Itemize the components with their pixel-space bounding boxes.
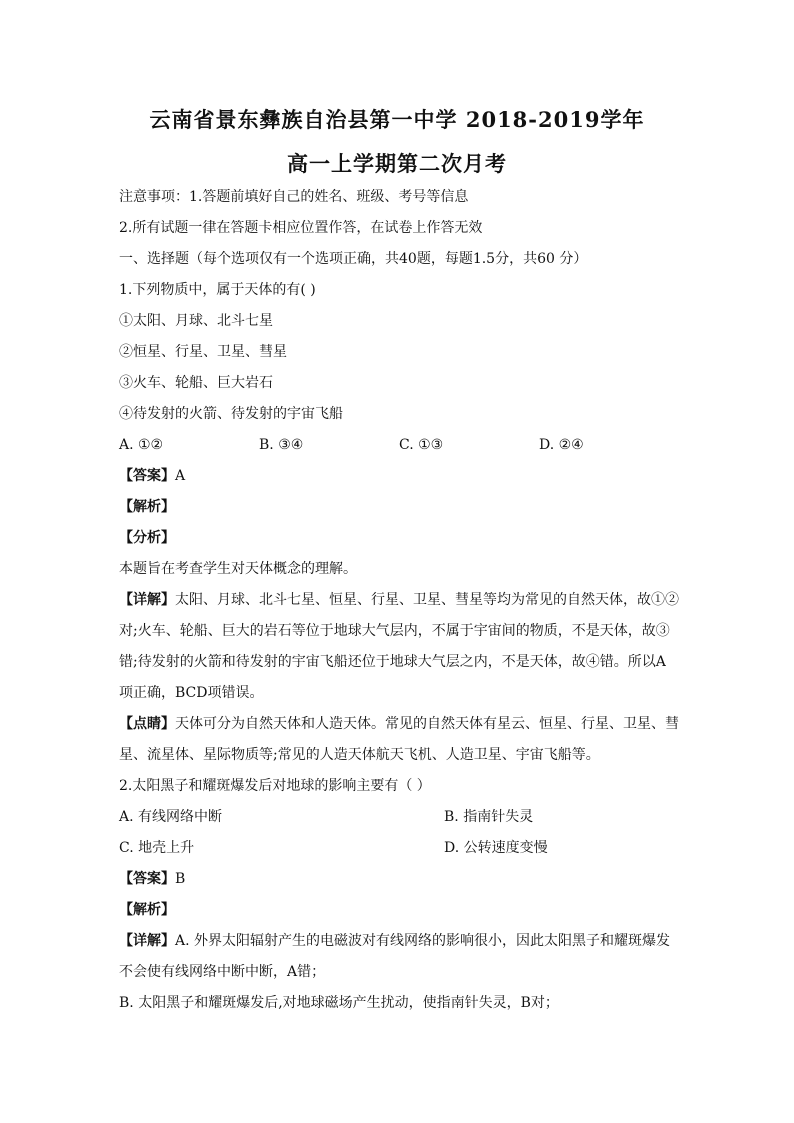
q2-option-a: A. 有线网络中断 bbox=[119, 809, 223, 825]
detail-text: A. 外界太阳辐射产生的电磁波对有线网络的影响很小，因此太阳黑子和耀斑爆发 bbox=[175, 933, 671, 949]
q1-option-b: B. ③④ bbox=[259, 437, 304, 453]
q2-analysis-label: 【解析】 bbox=[119, 902, 175, 918]
tip-text: 天体可分为自然天体和人造天体。常见的自然天体有星云、恒星、行星、卫星、彗 bbox=[175, 716, 679, 732]
answer-label: 【答案】 bbox=[119, 871, 175, 887]
q2-detail-line: B. 太阳黑子和耀斑爆发后,对地球磁场产生扰动，使指南针失灵，B对； bbox=[119, 995, 559, 1011]
notice-2: 2.所有试题一律在答题卡相应位置作答，在试卷上作答无效 bbox=[119, 220, 483, 236]
detail-label: 【详解】 bbox=[119, 933, 175, 949]
answer-value: A bbox=[175, 468, 186, 484]
q1-item: ④待发射的火箭、待发射的宇宙飞船 bbox=[119, 406, 343, 422]
q1-tip-line: 星、流星体、星际物质等;常见的人造天体航天飞机、人造卫星、宇宙飞船等。 bbox=[119, 747, 600, 763]
q1-option-d: D. ②④ bbox=[539, 437, 584, 453]
q2-answer bbox=[119, 864, 679, 895]
q1-options bbox=[119, 430, 679, 461]
q1-item: ③火车、轮船、巨大岩石 bbox=[119, 375, 273, 391]
detail-label: 【详解】 bbox=[119, 592, 175, 608]
q1-stem: 1.下列物质中，属于天体的有( ) bbox=[119, 282, 316, 298]
q1-fenxi-label: 【分析】 bbox=[119, 530, 175, 546]
exam-body bbox=[119, 182, 679, 1019]
detail-text: 太阳、月球、北斗七星、恒星、行星、卫星、彗星等均为常见的自然天体，故①② bbox=[175, 592, 679, 608]
q1-option-c: C. ①③ bbox=[399, 437, 444, 453]
section-heading: 一、选择题（每个选项仅有一个选项正确，共40题，每题1.5分，共60 分） bbox=[119, 251, 588, 267]
q2-option-d: D. 公转速度变慢 bbox=[444, 840, 548, 856]
notice-1: 注意事项：1.答题前填好自己的姓名、班级、考号等信息 bbox=[119, 189, 469, 205]
q1-tip-line bbox=[119, 709, 679, 740]
q2-options-row2 bbox=[119, 833, 679, 864]
q1-fenxi: 本题旨在考查学生对天体概念的理解。 bbox=[119, 561, 357, 577]
q1-detail-line: 错;待发射的火箭和待发射的宇宙飞船还位于地球大气层之内，不是天体，故④错。所以A bbox=[119, 654, 666, 670]
q1-answer bbox=[119, 461, 679, 492]
q1-detail-line: 项正确，BCD项错误。 bbox=[119, 685, 264, 701]
q1-detail-line: 对;火车、轮船、巨大的岩石等位于地球大气层内，不属于宇宙间的物质，不是天体，故③ bbox=[119, 623, 670, 639]
q1-item: ②恒星、行星、卫星、彗星 bbox=[119, 344, 287, 360]
q1-analysis-label: 【解析】 bbox=[119, 499, 175, 515]
q1-detail-line bbox=[119, 585, 679, 616]
q2-detail-line: 不会使有线网络中断中断，A错； bbox=[119, 964, 326, 980]
answer-label: 【答案】 bbox=[119, 468, 175, 484]
q2-detail-line bbox=[119, 926, 679, 957]
q2-option-b: B. 指南针失灵 bbox=[444, 809, 534, 825]
exam-title-line1: 云南省景东彝族自治县第一中学 2018-2019学年 bbox=[149, 107, 645, 132]
q1-item: ①太阳、月球、北斗七星 bbox=[119, 313, 273, 329]
exam-title-line2: 高一上学期第二次月考 bbox=[287, 151, 507, 176]
q1-option-a: A. ①② bbox=[119, 437, 164, 453]
q2-stem: 2.太阳黑子和耀斑爆发后对地球的影响主要有（ ） bbox=[119, 778, 431, 794]
answer-value: B bbox=[175, 871, 186, 887]
q2-options-row1 bbox=[119, 802, 679, 833]
q2-option-c: C. 地壳上升 bbox=[119, 840, 195, 856]
tip-label: 【点睛】 bbox=[119, 716, 175, 732]
